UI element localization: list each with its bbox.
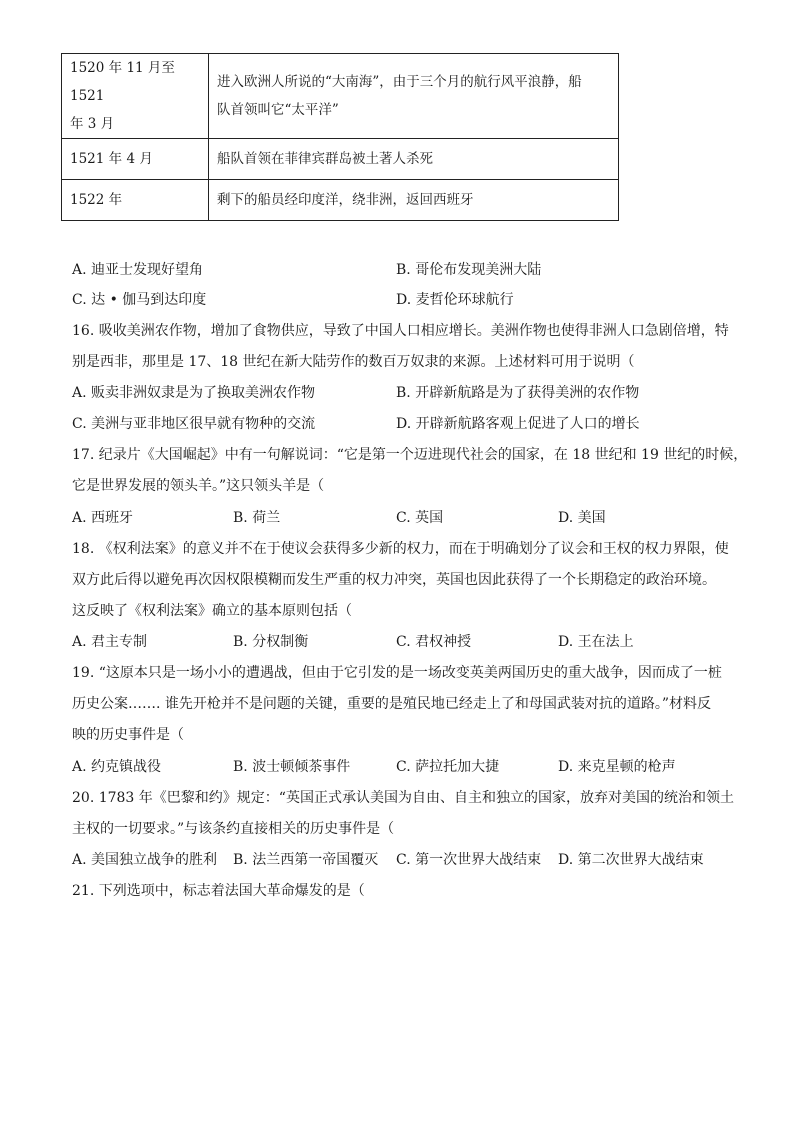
q17-option-c[interactable]: C. 英国	[396, 510, 444, 526]
event-line-1: 进入欧洲人所说的“大南海”，由于三个月的航行风平浪静，船	[217, 74, 582, 90]
q20-option-a[interactable]: A. 美国独立战争的胜利	[72, 852, 218, 868]
table-row	[62, 54, 619, 139]
q18-option-c[interactable]: C. 君权神授	[396, 634, 472, 650]
q17-option-b[interactable]: B. 荷兰	[233, 510, 281, 526]
q18-option-b[interactable]: B. 分权制衡	[233, 634, 309, 650]
q19-option-c[interactable]: C. 萨拉托加大捷	[396, 759, 500, 775]
q16-option-c[interactable]: C. 美洲与亚非地区很早就有物种的交流	[72, 416, 316, 432]
q15-option-a[interactable]: A. 迪亚士发现好望角	[72, 262, 204, 278]
q17-option-a[interactable]: A. 西班牙	[72, 510, 134, 526]
q19-stem-line-2: 历史公案……. 谁先开枪并不是问题的关键，重要的是殖民地已经走上了和母国武装对抗的道路。”材料反	[72, 696, 712, 712]
q18-stem-line-1: 18. 《权利法案》的意义并不在于使议会获得多少新的权力，而在于明确划分了议会和王权的权力界限，使	[72, 541, 729, 557]
q18-stem-line-2: 双方此后得以避免再次因权限模糊而发生严重的权力冲突，英国也因此获得了一个长期稳定的政治环境。	[72, 572, 716, 588]
table-cell-time: 1522 年	[62, 180, 209, 221]
table-cell-event: 剩下的船员经印度洋，绕非洲，返回西班牙	[209, 180, 619, 221]
q16-option-b[interactable]: B. 开辟新航路是为了获得美洲的农作物	[396, 385, 640, 401]
q19-option-d[interactable]: D. 来克星顿的枪声	[558, 759, 676, 775]
q15-option-d[interactable]: D. 麦哲伦环球航行	[396, 292, 514, 308]
q16-stem-line-2: 别是西非，那里是 17、18 世纪在新大陆劳作的数百万奴隶的来源。上述材料可用于说明（	[72, 354, 635, 370]
table-cell-time	[62, 54, 209, 139]
time-line-2: 年 3 月	[70, 116, 115, 132]
q16-stem-line-1: 16. 吸收美洲农作物，增加了食物供应，导致了中国人口相应增长。美洲作物也使得非洲人口急剧倍增，特	[72, 323, 729, 339]
q19-option-b[interactable]: B. 波士顿倾茶事件	[233, 759, 351, 775]
voyage-table	[61, 53, 619, 221]
q17-stem-line-1: 17. 纪录片《大国崛起》中有一句解说词：“它是第一个迈进现代社会的国家，在 18 世纪和 19 世纪的时候，	[72, 447, 748, 463]
q19-option-a[interactable]: A. 约克镇战役	[72, 759, 162, 775]
q16-option-a[interactable]: A. 贩卖非洲奴隶是为了换取美洲农作物	[72, 385, 316, 401]
time-line-1: 1520 年 11 月至 1521	[70, 60, 175, 104]
q18-option-a[interactable]: A. 君主专制	[72, 634, 148, 650]
q20-stem-line-1: 20. 1783 年《巴黎和约》规定：“英国正式承认美国为自由、自主和独立的国家，放弃对美国的统治和领土	[72, 790, 734, 806]
q18-stem-line-3: 这反映了《权利法案》确立的基本原则包括（	[72, 603, 352, 619]
q20-option-c[interactable]: C. 第一次世界大战结束	[396, 852, 542, 868]
q20-stem-line-2: 主权的一切要求。”与该条约直接相关的历史事件是（	[72, 821, 395, 837]
q20-option-d[interactable]: D. 第二次世界大战结束	[558, 852, 704, 868]
q16-option-d[interactable]: D. 开辟新航路客观上促进了人口的增长	[396, 416, 640, 432]
q17-option-d[interactable]: D. 美国	[558, 510, 606, 526]
q15-option-b[interactable]: B. 哥伦布发现美洲大陆	[396, 262, 542, 278]
q19-stem-line-3: 映的历史事件是（	[72, 727, 184, 743]
table-row	[62, 180, 619, 221]
table-cell-event: 船队首领在菲律宾群岛被土著人杀死	[209, 139, 619, 180]
q19-stem-line-1: 19. “这原本只是一场小小的遭遇战，但由于它引发的是一场改变英美两国历史的重大战争，因而成了一桩	[72, 665, 722, 681]
table-cell-time: 1521 年 4 月	[62, 139, 209, 180]
q18-option-d[interactable]: D. 王在法上	[558, 634, 634, 650]
table-cell-event	[209, 54, 619, 139]
q21-stem-line-1: 21. 下列选项中，标志着法国大革命爆发的是（	[72, 883, 365, 899]
event-line-2: 队首领叫它“太平洋”	[217, 102, 339, 118]
q20-option-b[interactable]: B. 法兰西第一帝国覆灭	[233, 852, 379, 868]
q17-stem-line-2: 它是世界发展的领头羊。”这只领头羊是（	[72, 478, 325, 494]
q15-option-c[interactable]: C. 达 • 伽马到达印度	[72, 292, 207, 308]
table-row	[62, 139, 619, 180]
